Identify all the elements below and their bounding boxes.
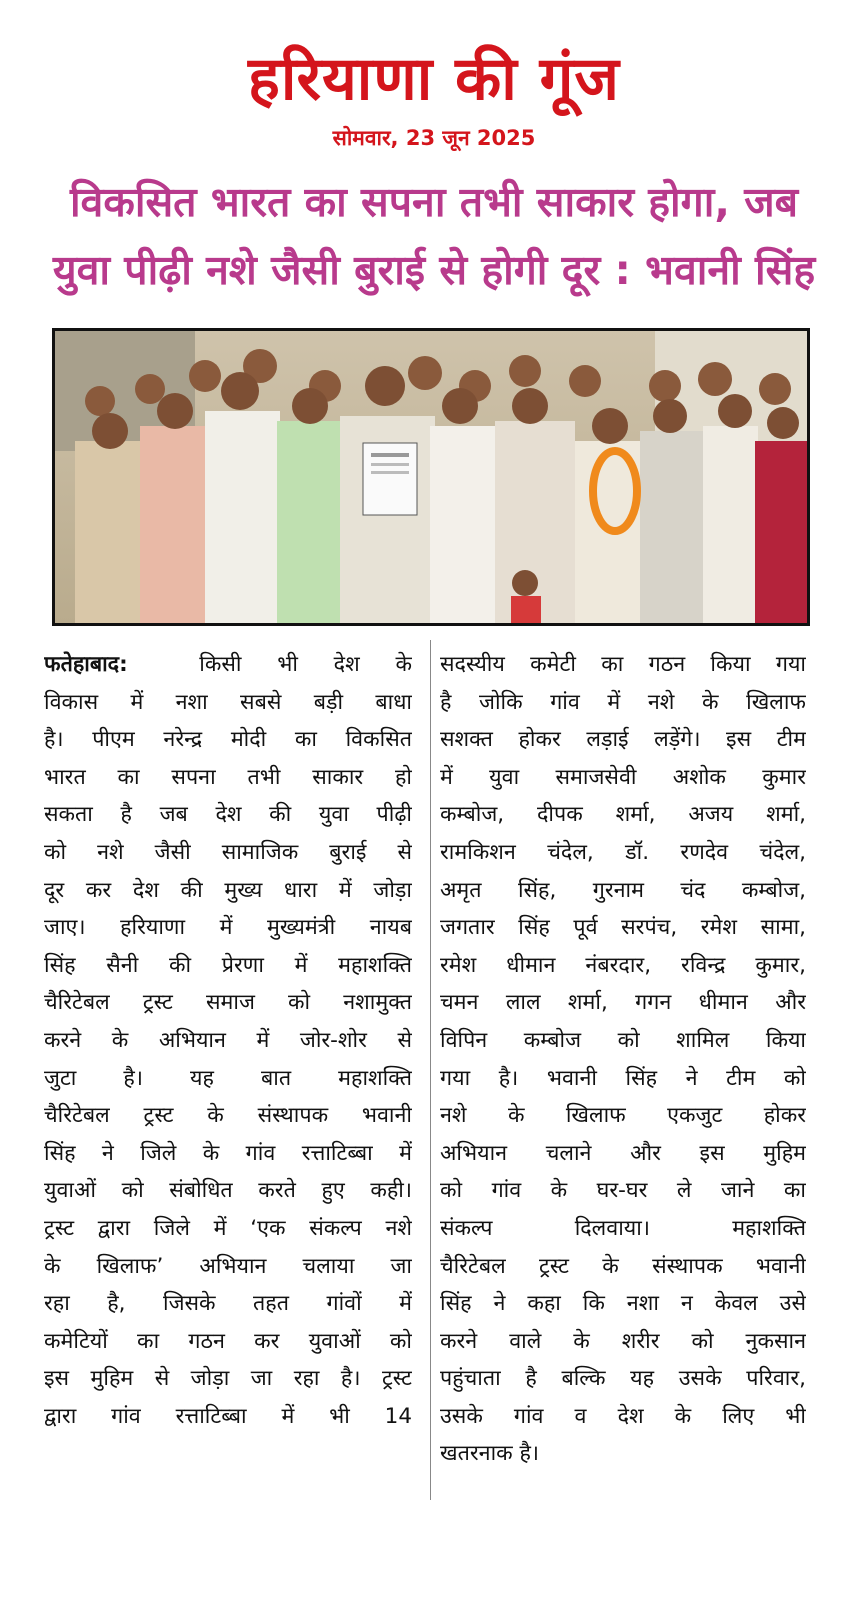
article-line: जुटा है। यह बात महाशक्ति — [44, 1065, 412, 1091]
article-line: जगतार सिंह पूर्व सरपंच, रमेश सामा, — [440, 915, 806, 941]
news-photo — [52, 328, 810, 626]
article-line: रामकिशन चंदेल, डॉ. रणदेव चंदेल, — [440, 839, 806, 865]
article-headline — [30, 168, 838, 304]
article-line: सिंह ने जिले के गांव रत्ताटिब्बा में — [44, 1140, 412, 1166]
article-line: सदस्यीय कमेटी का गठन किया गया — [440, 652, 806, 677]
article-line: करने के अभियान में जोर-शोर से — [44, 1027, 412, 1053]
article-line: के खिलाफ’ अभियान चलाया जा — [44, 1253, 412, 1279]
article-line: सिंह सैनी की प्रेरणा में महाशक्ति — [44, 952, 412, 978]
article-line: खतरनाक है। — [440, 1441, 540, 1467]
publication-date: सोमवार, 23 जून 2025 — [332, 126, 536, 150]
newspaper-masthead: हरियाणा की गूंज — [248, 44, 620, 114]
article-line: पहुंचाता है बल्कि यह उसके परिवार, — [440, 1366, 806, 1392]
article-line: कमेटियों का गठन कर युवाओं को — [44, 1328, 412, 1354]
article-line: नशे के खिलाफ एकजुट होकर — [440, 1103, 806, 1129]
article-line: गया है। भवानी सिंह ने टीम को — [440, 1065, 806, 1091]
article-line: को गांव के घर-घर ले जाने का — [440, 1178, 806, 1204]
article-line: करने वाले के शरीर को नुकसान — [440, 1328, 806, 1354]
article-dateline: फतेहाबाद: — [44, 652, 128, 677]
article-column-left — [44, 646, 412, 1435]
group-photo-illustration — [55, 331, 807, 623]
article-line: चैरिटेबल ट्रस्ट के संस्थापक भवानी — [440, 1253, 806, 1279]
article-line: सशक्त होकर लड़ाई लड़ेंगे। इस टीम — [440, 727, 806, 753]
article-text: किसी भी देश के — [199, 652, 412, 677]
article-line: है। पीएम नरेन्द्र मोदी का विकसित — [44, 727, 412, 753]
article-line: कम्बोज, दीपक शर्मा, अजय शर्मा, — [440, 802, 806, 828]
article-line: उसके गांव व देश के लिए भी — [440, 1403, 806, 1429]
article-line: जाए। हरियाणा में मुख्यमंत्री नायब — [44, 915, 412, 941]
article-line: संकल्प दिलवाया। महाशक्ति — [440, 1215, 806, 1241]
article-line: अभियान चलाने और इस मुहिम — [440, 1140, 806, 1166]
article-line: चैरिटेबल ट्रस्ट समाज को नशामुक्त — [44, 990, 412, 1016]
article-line: रहा है, जिसके तहत गांवों में — [44, 1291, 412, 1317]
article-line: भारत का सपना तभी साकार हो — [44, 764, 412, 790]
article-column-right — [440, 646, 806, 1473]
article-line: विपिन कम्बोज को शामिल किया — [440, 1027, 806, 1053]
article-line: युवाओं को संबोधित करते हुए कही। — [44, 1178, 412, 1204]
article-line: चमन लाल शर्मा, गगन धीमान और — [440, 990, 806, 1016]
article-line: इस मुहिम से जोड़ा जा रहा है। ट्रस्ट — [44, 1366, 412, 1392]
article-first-line — [44, 646, 412, 684]
headline-line-2: युवा पीढ़ी नशे जैसी बुराई से होगी दूर : भवानी सिंह — [52, 246, 816, 294]
article-line: रमेश धीमान नंबरदार, रविन्द्र कुमार, — [440, 952, 806, 978]
article-line: है जोकि गांव में नशे के खिलाफ — [440, 689, 806, 715]
article-line: सकता है जब देश की युवा पीढ़ी — [44, 802, 412, 828]
article-line: विकास में नशा सबसे बड़ी बाधा — [44, 689, 412, 715]
article-line: ट्रस्ट द्वारा जिले में ‘एक संकल्प नशे — [44, 1215, 412, 1241]
article-line: अमृत सिंह, गुरनाम चंद कम्बोज, — [440, 877, 806, 903]
article-line: दूर कर देश की मुख्य धारा में जोड़ा — [44, 877, 412, 903]
article-line: चैरिटेबल ट्रस्ट के संस्थापक भवानी — [44, 1103, 412, 1129]
article-line: को नशे जैसी सामाजिक बुराई से — [44, 839, 412, 865]
article-line: सिंह ने कहा कि नशा न केवल उसे — [440, 1291, 806, 1317]
headline-line-1: विकसित भारत का सपना तभी साकार होगा, जब — [69, 178, 799, 226]
column-divider — [430, 640, 431, 1500]
article-line: द्वारा गांव रत्ताटिब्बा में भी 14 — [44, 1403, 412, 1429]
article-line: में युवा समाजसेवी अशोक कुमार — [440, 764, 806, 790]
